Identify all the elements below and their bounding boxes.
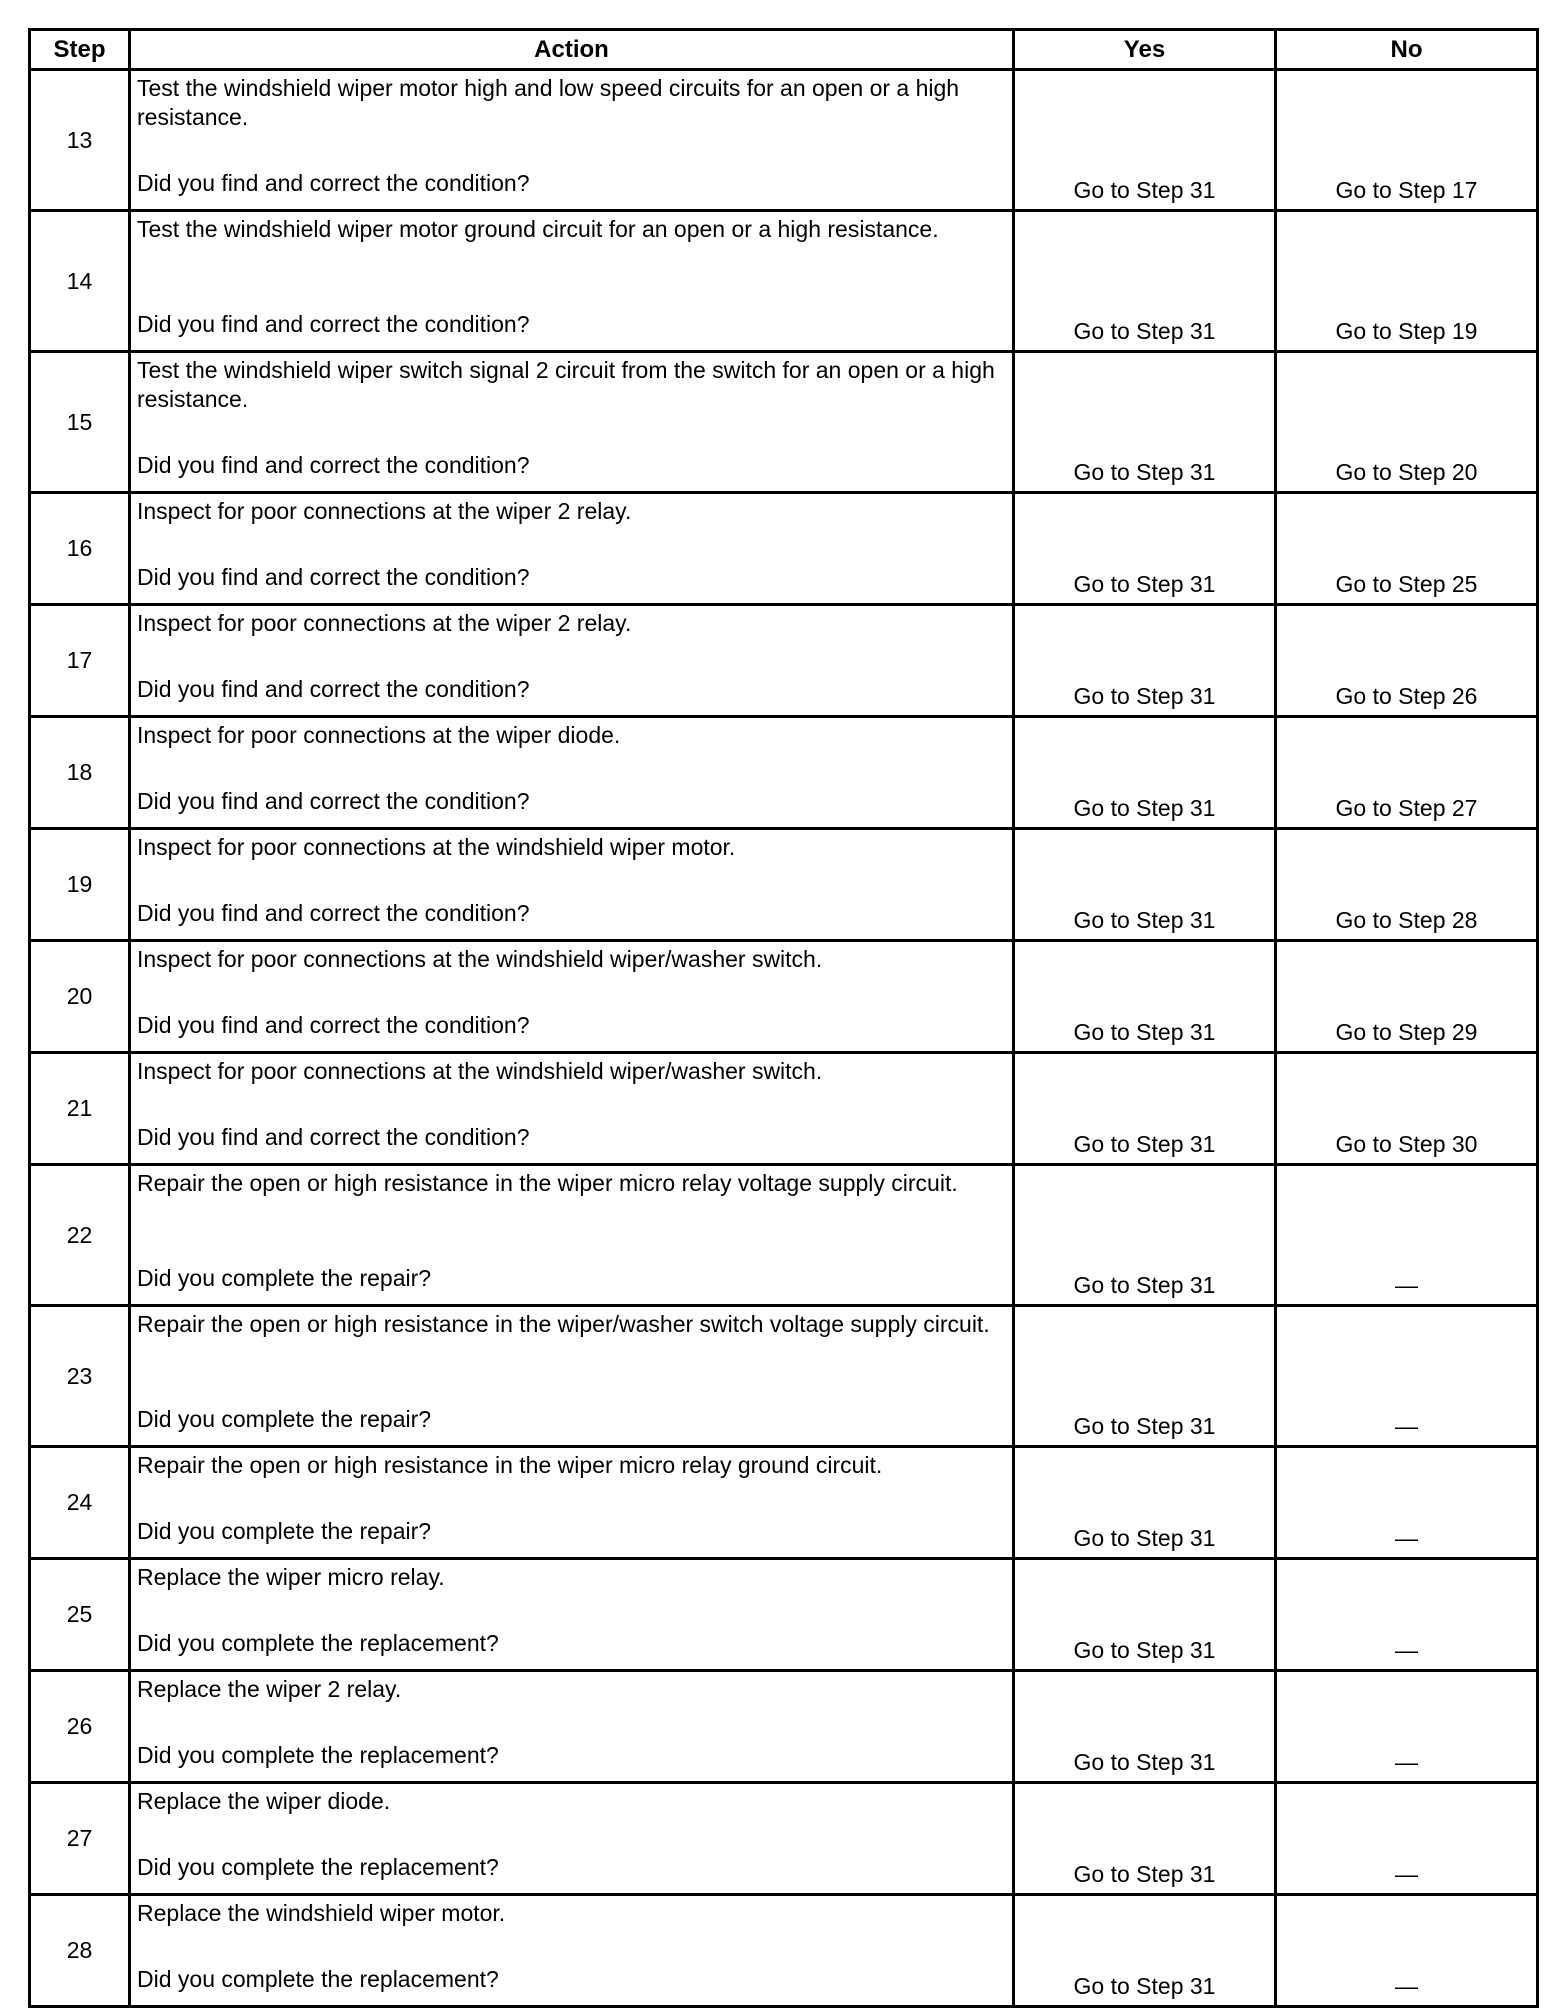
step-number: 25: [30, 1559, 130, 1671]
step-number: 17: [30, 605, 130, 717]
table-row: [30, 605, 1538, 717]
action-text: Replace the wiper micro relay.: [137, 1564, 445, 1590]
step-number: 14: [30, 211, 130, 352]
no-result: —: [1276, 1306, 1538, 1447]
table-row: [30, 1783, 1538, 1895]
no-result: —: [1276, 1559, 1538, 1671]
action-text: Inspect for poor connections at the wiper 2 relay.: [137, 610, 632, 636]
yes-result: Go to Step 31: [1014, 211, 1276, 352]
no-result: —: [1276, 1165, 1538, 1306]
no-result: Go to Step 17: [1276, 70, 1538, 211]
no-result: —: [1276, 1783, 1538, 1895]
action-cell: [130, 211, 1014, 352]
header-yes: Yes: [1014, 30, 1276, 70]
action-text: Inspect for poor connections at the windshield wiper motor.: [137, 834, 736, 860]
yes-result: Go to Step 31: [1014, 493, 1276, 605]
action-cell: [130, 717, 1014, 829]
action-text: Replace the wiper 2 relay.: [137, 1676, 402, 1702]
table-row: [30, 941, 1538, 1053]
yes-result: Go to Step 31: [1014, 70, 1276, 211]
table-row: [30, 70, 1538, 211]
yes-result: Go to Step 31: [1014, 1306, 1276, 1447]
action-question: Did you find and correct the condition?: [137, 452, 530, 478]
step-number: 19: [30, 829, 130, 941]
table-row: [30, 829, 1538, 941]
action-cell: [130, 352, 1014, 493]
step-number: 27: [30, 1783, 130, 1895]
action-cell: [130, 1053, 1014, 1165]
no-result: Go to Step 20: [1276, 352, 1538, 493]
action-question: Did you complete the repair?: [137, 1518, 432, 1544]
action-question: Did you find and correct the condition?: [137, 564, 530, 590]
table-row: [30, 717, 1538, 829]
action-text: Inspect for poor connections at the wiper diode.: [137, 722, 621, 748]
action-question: Did you find and correct the condition?: [137, 676, 530, 702]
yes-result: Go to Step 31: [1014, 1447, 1276, 1559]
yes-result: Go to Step 31: [1014, 1895, 1276, 2007]
table-row: [30, 1306, 1538, 1447]
table-row: [30, 1559, 1538, 1671]
action-question: Did you find and correct the condition?: [137, 311, 530, 337]
step-number: 22: [30, 1165, 130, 1306]
yes-result: Go to Step 31: [1014, 717, 1276, 829]
yes-result: Go to Step 31: [1014, 352, 1276, 493]
step-number: 28: [30, 1895, 130, 2007]
action-question: Did you complete the replacement?: [137, 1854, 499, 1880]
step-number: 24: [30, 1447, 130, 1559]
action-cell: [130, 70, 1014, 211]
no-result: Go to Step 26: [1276, 605, 1538, 717]
table-row: [30, 1053, 1538, 1165]
no-result: Go to Step 27: [1276, 717, 1538, 829]
action-cell: [130, 1559, 1014, 1671]
step-number: 13: [30, 70, 130, 211]
yes-result: Go to Step 31: [1014, 1559, 1276, 1671]
action-question: Did you find and correct the condition?: [137, 170, 530, 196]
step-number: 20: [30, 941, 130, 1053]
action-question: Did you complete the replacement?: [137, 1742, 499, 1768]
action-text: Test the windshield wiper motor ground circuit for an open or a high resistance.: [137, 216, 939, 242]
no-result: Go to Step 25: [1276, 493, 1538, 605]
no-result: —: [1276, 1671, 1538, 1783]
action-cell: [130, 1165, 1014, 1306]
no-result: Go to Step 30: [1276, 1053, 1538, 1165]
action-cell: [130, 493, 1014, 605]
no-result: Go to Step 28: [1276, 829, 1538, 941]
no-result: Go to Step 19: [1276, 211, 1538, 352]
action-question: Did you find and correct the condition?: [137, 900, 530, 926]
step-number: 21: [30, 1053, 130, 1165]
table-row: [30, 352, 1538, 493]
header-action: Action: [130, 30, 1014, 70]
action-question: Did you complete the repair?: [137, 1265, 432, 1291]
header-row: [30, 30, 1538, 70]
table-row: [30, 493, 1538, 605]
step-number: 15: [30, 352, 130, 493]
action-text: Test the windshield wiper motor high and low speed circuits for an open or a high resistance.: [137, 75, 960, 130]
table-row: [30, 1671, 1538, 1783]
action-question: Did you complete the replacement?: [137, 1630, 499, 1656]
action-text: Repair the open or high resistance in the wiper/washer switch voltage supply circuit.: [137, 1311, 990, 1337]
action-cell: [130, 1671, 1014, 1783]
action-cell: [130, 1783, 1014, 1895]
yes-result: Go to Step 31: [1014, 941, 1276, 1053]
action-question: Did you complete the repair?: [137, 1406, 432, 1432]
action-cell: [130, 605, 1014, 717]
table-row: [30, 211, 1538, 352]
table-row: [30, 1447, 1538, 1559]
action-cell: [130, 829, 1014, 941]
header-no: No: [1276, 30, 1538, 70]
step-number: 16: [30, 493, 130, 605]
action-text: Repair the open or high resistance in the wiper micro relay ground circuit.: [137, 1452, 883, 1478]
action-text: Replace the windshield wiper motor.: [137, 1900, 506, 1926]
step-number: 18: [30, 717, 130, 829]
action-cell: [130, 1306, 1014, 1447]
action-text: Repair the open or high resistance in the wiper micro relay voltage supply circuit.: [137, 1170, 958, 1196]
header-step: Step: [30, 30, 130, 70]
action-cell: [130, 941, 1014, 1053]
action-text: Inspect for poor connections at the windshield wiper/washer switch.: [137, 1058, 823, 1084]
action-question: Did you complete the replacement?: [137, 1966, 499, 1992]
no-result: —: [1276, 1895, 1538, 2007]
no-result: —: [1276, 1447, 1538, 1559]
yes-result: Go to Step 31: [1014, 829, 1276, 941]
action-question: Did you find and correct the condition?: [137, 1012, 530, 1038]
yes-result: Go to Step 31: [1014, 1783, 1276, 1895]
table-row: [30, 1165, 1538, 1306]
action-question: Did you find and correct the condition?: [137, 1124, 530, 1150]
diagnostic-table: [28, 28, 1539, 2008]
action-text: Inspect for poor connections at the windshield wiper/washer switch.: [137, 946, 823, 972]
action-cell: [130, 1447, 1014, 1559]
action-text: Inspect for poor connections at the wiper 2 relay.: [137, 498, 632, 524]
yes-result: Go to Step 31: [1014, 605, 1276, 717]
action-text: Test the windshield wiper switch signal 2 circuit from the switch for an open or a high resistance.: [137, 357, 995, 412]
step-number: 23: [30, 1306, 130, 1447]
no-result: Go to Step 29: [1276, 941, 1538, 1053]
step-number: 26: [30, 1671, 130, 1783]
yes-result: Go to Step 31: [1014, 1165, 1276, 1306]
yes-result: Go to Step 31: [1014, 1053, 1276, 1165]
action-text: Replace the wiper diode.: [137, 1788, 391, 1814]
action-question: Did you find and correct the condition?: [137, 788, 530, 814]
yes-result: Go to Step 31: [1014, 1671, 1276, 1783]
